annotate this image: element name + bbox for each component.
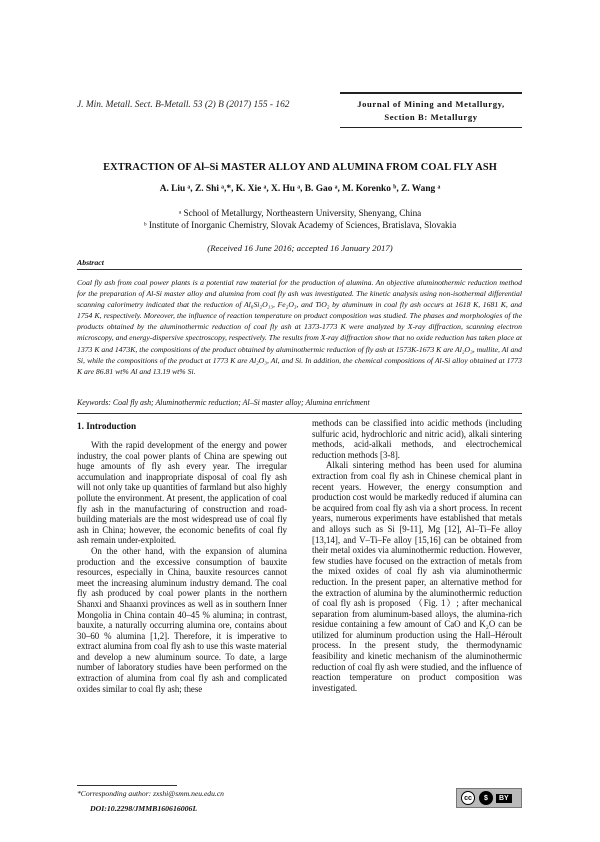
abstract-top-rule	[77, 269, 522, 270]
paragraph: On the other hand, with the expansion of alumina production and the excessive consumption of bauxite resources, especially in China, bauxite resources cannot meet the increasing aluminum industry demand. The coal fly ash produced by coal power plants in the northern Shanxi and Shaanxi provinces as well as in southern Inner Mongolia in China contain 40–45 % alumina; in contrast, bauxite, a naturally occurring alumina ore, contains about 30–60 % alumina [1,2]. Therefore, it is imperative to extract alumina from coal fly ash to use this waste material and develop a new aluminum source. To date, a large number of laboratory studies have been performed on the extraction of alumina from coal fly ash and complicated oxides similar to coal fly ash; these	[77, 545, 287, 694]
paragraph: Alkali sintering method has been used for alumina extraction from coal fly ash in Chinese chemical plant in recent years. However, the energy consumption and production cost would be markedly reduced if alumina can be acquired from coal fly ash via a short process. In recent years, numerous experiments have established that metals and alloys such as Si [9-11], Mg [12], Al–Ti–Fe alloy [13,14], and V–Ti–Fe alloy [15,16] can be obtained from their metal oxides via aluminothermic reduction. However, few studies have focused on the extraction of metals from the mixed oxides of coal fly ash via aluminothermic reduction. In the present paper, an alternative method for the extraction of alumina by the aluminothermic reduction of coal fly ash is proposed （Fig. 1）; after mechanical separation from aluminum-based alloys, the alumina-rich residue containing a few amount of CaO and K₂O can be utilized for aluminum production using the Hall–Héroult process. In the present study, the thermodynamic feasibility and kinetic mechanism of the aluminothermic reduction of coal fly ash were studied, and the influence of reaction temperature on product composition was investigated.	[312, 460, 522, 693]
doi-link[interactable]: DOI:10.2298/JMMB160616006L	[90, 804, 198, 813]
corresponding-author-footnote: *Corresponding author: zxshi@smm.neu.edu.cn	[77, 789, 224, 798]
paragraph: With the rapid development of the energy and power industry, the coal power plants of China are spewing out huge amounts of fly ash every year. The irregular accumulation and inappropriate disposal of coal fly ash will not only take up quantities of farmland but also highly pollute the environment. At present, the application of coal fly ash in the manufacturing of construction and road-building materials are the most widespread use of coal fly ash in China; however, the economic benefits of coal fly ash remain under-exploited.	[77, 440, 287, 546]
received-dates: (Received 16 June 2016; accepted 16 January 2017)	[207, 243, 393, 253]
abstract-bottom-rule	[77, 413, 522, 414]
author-list: A. Liu ᵃ, Z. Shi ᵃ,*, K. Xie ᵃ, X. Hu ᵃ, B. Gao ᵃ, M. Korenko ᵇ, Z. Wang ᵃ	[159, 184, 441, 194]
journal-name-box	[340, 92, 522, 128]
journal-citation: J. Min. Metall. Sect. B-Metall. 53 (2) B (2017) 155 - 162	[77, 100, 290, 110]
keywords: Keywords: Coal fly ash; Aluminothermic reduction; Al–Si master alloy; Alumina enrichment	[77, 398, 370, 407]
by-label: BY	[496, 794, 512, 803]
section-heading-introduction: 1. Introduction	[77, 421, 137, 431]
paragraph: methods can be classified into acidic methods (including sulfuric acid, hydrochloric and nitric acid), alkali sintering methods, acid-alkali methods, and electrochemical reduction methods [3-8].	[312, 418, 522, 460]
abstract-heading: Abstract	[77, 258, 104, 267]
affiliation-a: ᵃ School of Metallurgy, Northeastern University, Shenyang, China	[178, 208, 422, 218]
right-column	[312, 418, 522, 693]
cc-icon: cc	[461, 791, 475, 805]
journal-name-line2: Section B: Metallurgy	[384, 112, 478, 122]
creative-commons-badge[interactable]	[456, 788, 522, 808]
affiliation-b: ᵇ Institute of Inorganic Chemistry, Slovak Academy of Sciences, Bratislava, Slovakia	[143, 220, 457, 230]
abstract-text: Coal fly ash from coal power plants is a potential raw material for the production of alumina. An objective aluminothermic reduction method for the preparation of Al-Si master alloy and alumina from coal fly ash was investigated. The kinetic analysis using non-isothermal differential scanning calorimetry indicated that the reduction of Al₆Si₂O₁₃, Fe₂O₃, and TiO₂ by aluminum in coal fly ash occurs at 1618 K, 1681 K, and 1754 K, respectively. Moreover, the influence of reaction temperature on product composition was studied. The phases and morphologies of the products obtained by the aluminothermic reduction of coal fly ash at 1373-1773 K were analyzed by X-ray diffraction, scanning electron microscopy, and energy-dispersive spectroscopy, respectively. The results from X-ray diffraction show that no oxide reduction has taken place at 1373 K and 1473K, the compositions of the product obtained by aluminothermic reduction of fly ash at 1573K-1673 K are Al₂O₃, mullite, Al and Si, while the compositions of the product at 1773 K are Al₂O₃, Al, and Si. In addition, the chemical compositions of Al-Si alloy obtained at 1773 K are 86.81 wt% Al and 13.19 wt% Si.	[77, 278, 522, 376]
journal-name-line1: Journal of Mining and Metallurgy,	[357, 99, 505, 109]
paper-title: EXTRACTION OF Al–Si MASTER ALLOY AND ALUMINA FROM COAL FLY ASH	[103, 162, 497, 173]
footnote-rule	[77, 785, 177, 786]
noncommercial-icon: $	[479, 791, 493, 805]
left-column	[77, 440, 287, 694]
